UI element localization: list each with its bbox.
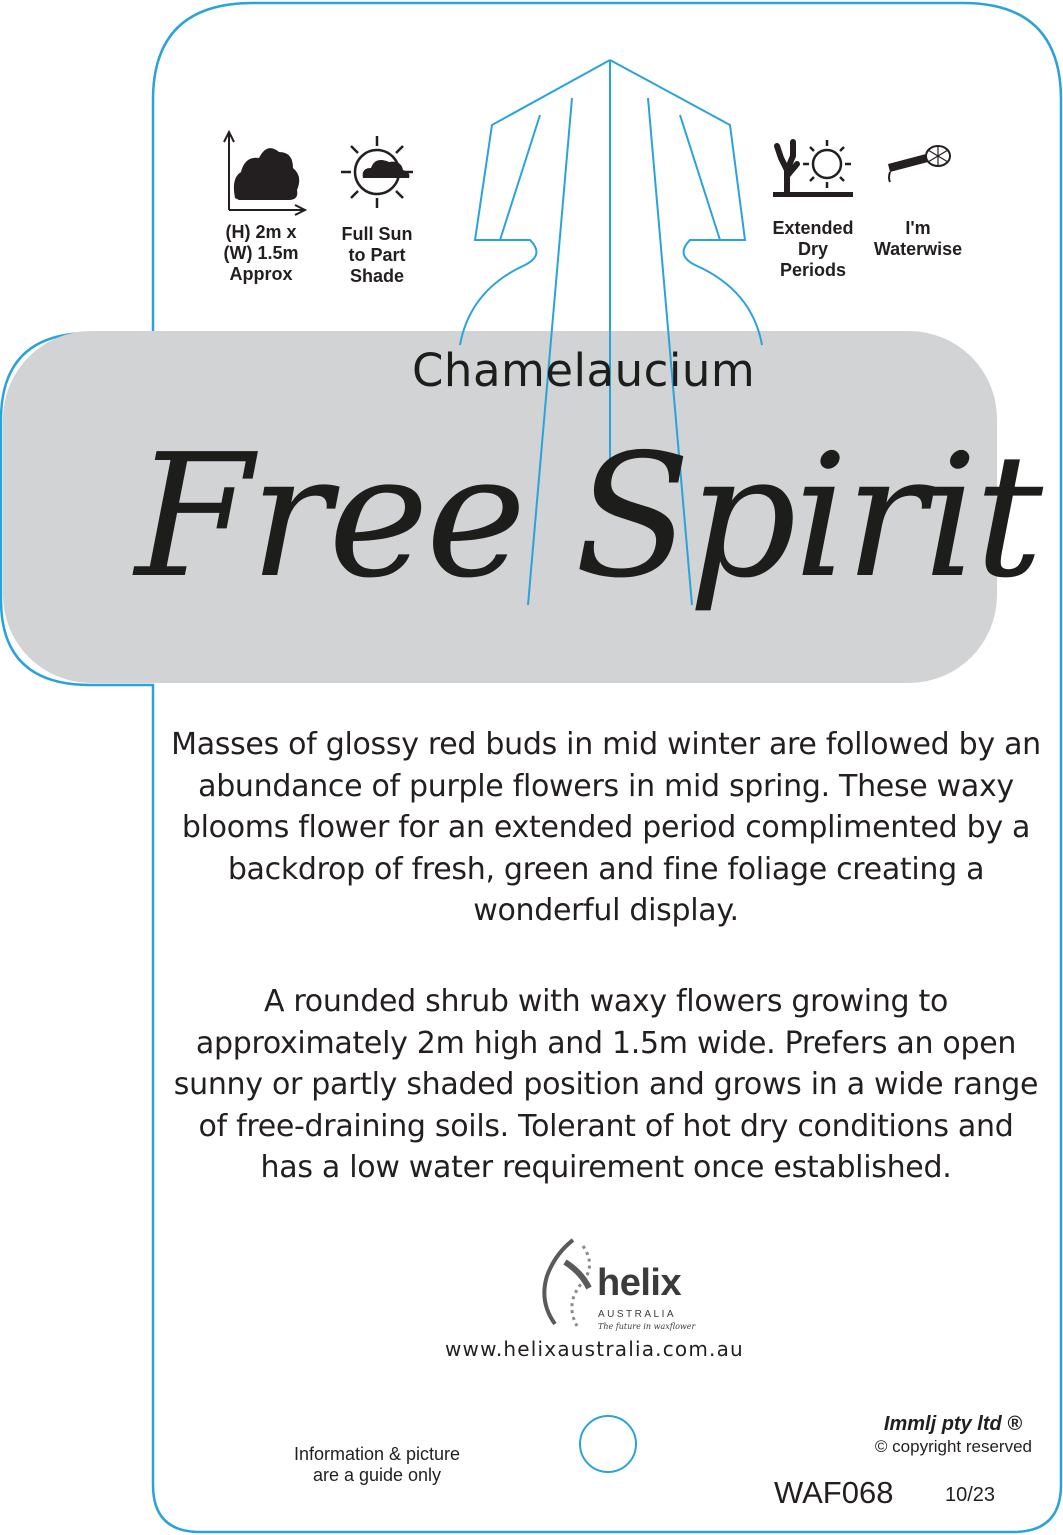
dry-tree-sun-icon	[771, 136, 855, 206]
sun-label: Full Sun to Part Shade	[341, 224, 413, 286]
logo-wordmark: helix	[597, 1262, 682, 1304]
dry-label: Extended Dry Periods	[772, 218, 854, 280]
size-icon-block	[212, 128, 310, 285]
water-label: I'm Waterwise	[873, 218, 963, 259]
water-icon-block	[868, 142, 968, 260]
sun-cloud-icon	[339, 134, 415, 210]
description-paragraph-1: Masses of glossy red buds in mid winter are followed by an abundance of purple flowers in mid spring. These waxy blooms flower for an extended period complimented by a backdrop of fresh, green and fine foliage creating a wonderful display.	[171, 727, 1041, 928]
plant-size-icon	[215, 128, 307, 220]
product-code: WAF068	[774, 1475, 894, 1510]
website-url: www.helixaustralia.com.au	[445, 1337, 744, 1361]
description-paragraph-2: A rounded shrub with waxy flowers growing to approximately 2m high and 1.5m wide. Prefers an open sunny or partly shaded position and grows in a wide range of free-draining soils. Tolerant of hot dry conditions and has a low water requirement once established.	[173, 984, 1039, 1185]
sun-icon-block	[328, 134, 426, 287]
company-name: Immlj pty ltd ®	[883, 1413, 1022, 1435]
variety-name: Free Spirit	[135, 418, 1041, 616]
dry-icon-block	[764, 136, 862, 281]
disclaimer-text: Information & picture are a guide only	[293, 1444, 461, 1485]
size-label: (H) 2m x (W) 1.5m Approx	[223, 222, 299, 284]
hang-hole	[580, 1416, 636, 1472]
copyright-text: © copyright reserved	[874, 1437, 1032, 1456]
logo-tagline: The future in waxflower	[598, 1322, 696, 1331]
logo-country: AUSTRALIA	[598, 1309, 677, 1320]
genus-name: Chamelaucium	[412, 344, 756, 397]
print-date: 10/23	[945, 1484, 996, 1506]
watering-can-icon	[882, 142, 954, 184]
